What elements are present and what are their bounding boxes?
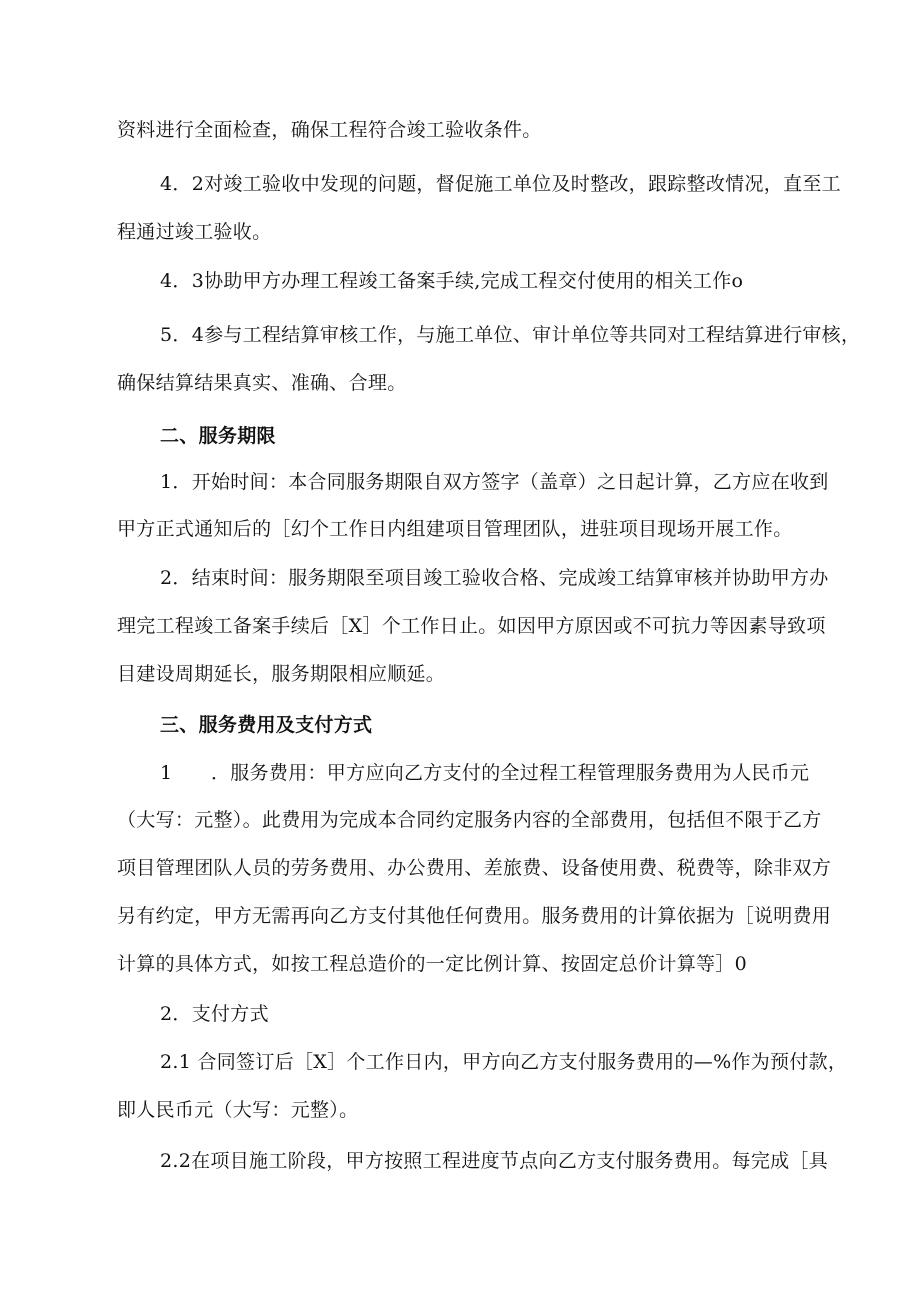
paragraph-fees-line-5: 计算的具体方式，如按工程总造价的一定比例计算、按固定总价计算等］0 (117, 953, 747, 975)
text-line-1: 资料进行全面检查，确保工程符合竣工验收条件。 (117, 119, 542, 141)
paragraph-5-4-line-1: 5．4参与工程结算审核工作，与施工单位、审计单位等共同对工程结算进行审核， (160, 324, 861, 346)
section-heading-service-fees: 三、服务费用及支付方式 (160, 714, 373, 736)
paragraph-fees-line-1: 1 ．服务费用：甲方应向乙方支付的全过程工程管理服务费用为人民币元 (160, 762, 810, 784)
paragraph-fees-line-2: （大写：元整）。此费用为完成本合同约定服务内容的全部费用，包括但不限于乙方 (117, 809, 822, 831)
paragraph-start-time-line-1: 1．开始时间：本合同服务期限自双方签字（盖章）之日起计算，乙方应在收到 (160, 471, 829, 493)
paragraph-5-4-line-2: 确保结算结果真实、准确、合理。 (117, 372, 407, 394)
section-heading-service-period: 二、服务期限 (160, 425, 276, 447)
paragraph-start-time-line-2: 甲方正式通知后的［幻个工作日内组建项目管理团队，进驻项目现场开展工作。 (117, 518, 793, 540)
paragraph-end-time-line-1: 2．结束时间：服务期限至项目竣工验收合格、完成竣工结算审核并协助甲方办 (160, 567, 829, 589)
paragraph-2-1-line-1: 2.1 合同签订后［X］个工作日内，甲方向乙方支付服务费用的—%作为预付款， (160, 1051, 848, 1073)
paragraph-2-1-line-2: 即人民币元（大写：元整）。 (117, 1099, 359, 1121)
paragraph-4-2-line-2: 程通过竣工验收。 (117, 221, 272, 243)
paragraph-payment-method: 2．支付方式 (160, 1003, 269, 1025)
paragraph-end-time-line-3: 目建设周期延长，服务期限相应顺延。 (117, 663, 446, 685)
paragraph-2-2-line-1: 2.2在项目施工阶段，甲方按照工程进度节点向乙方支付服务费用。每完成［具 (160, 1150, 829, 1172)
paragraph-4-3: 4．3协助甲方办理工程竣工备案手续,完成工程交付使用的相关工作o (160, 270, 744, 292)
paragraph-fees-line-4: 另有约定，甲方无需再向乙方支付其他任何费用。服务费用的计算依据为［说明费用 (117, 905, 832, 927)
paragraph-end-time-line-2: 理完工程竣工备案手续后［X］个工作日止。如因甲方原因或不可抗力等因素导致项 (117, 615, 826, 637)
paragraph-4-2-line-1: 4．2对竣工验收中发现的问题，督促施工单位及时整改，跟踪整改情况，直至工 (160, 173, 841, 195)
paragraph-fees-line-3: 项目管理团队人员的劳务费用、办公费用、差旅费、设备使用费、税费等，除非双方 (117, 857, 832, 879)
